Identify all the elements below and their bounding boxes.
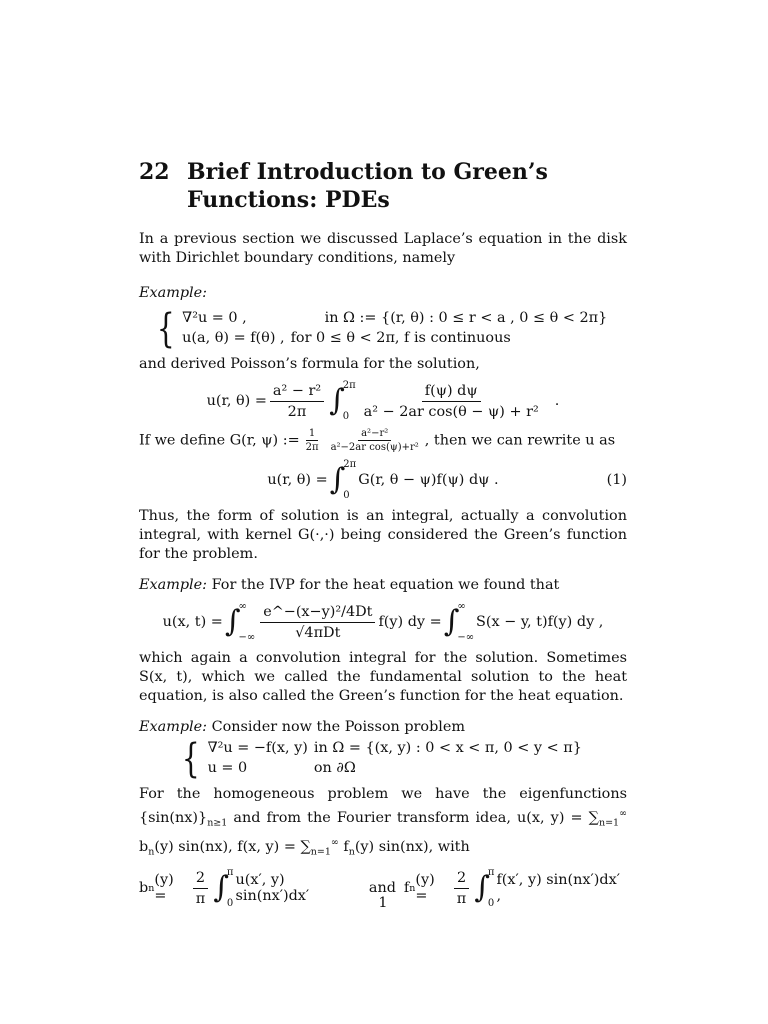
integral-upper: ∞ xyxy=(238,601,247,612)
heat-kernel-num: e^−(x−y)²/4Dt xyxy=(260,603,375,623)
integral-sign: ∫ π 0 xyxy=(474,867,495,910)
integral-sign: ∫ π 0 xyxy=(213,867,234,910)
define-frac-a xyxy=(303,428,322,453)
homog-1: For the homogeneous problem we have the eigenfunctions {sin(nx)} xyxy=(139,786,627,826)
integral-lower: 0 xyxy=(343,490,350,501)
poisson-system xyxy=(139,736,627,782)
heat-equation-solution xyxy=(139,601,627,643)
poisson-row1-rhs: in Ω = {(x, y) : 0 < x < π, 0 < y < π} xyxy=(313,740,582,756)
b-integrand: u(x′, y) sin(nx′)dx′ xyxy=(235,872,310,905)
poisson-kernel xyxy=(361,382,542,421)
example-label-1: Example: xyxy=(139,285,208,301)
document-page xyxy=(139,150,627,1010)
poisson-intro: Consider now the Poisson problem xyxy=(211,719,466,735)
integral-sign: ∫ 2π 0 xyxy=(329,380,356,422)
integral-lower: −∞ xyxy=(238,632,256,643)
sum-upper-1: ∞ xyxy=(619,808,627,819)
heat-intro: For the IVP for the heat equation we found that xyxy=(211,577,560,593)
integral-sign: ∫ ∞ −∞ xyxy=(443,601,475,643)
example-label-3: Example: xyxy=(139,719,208,735)
homogeneous-paragraph xyxy=(139,785,627,861)
heat-paragraph xyxy=(139,576,627,595)
pi-den: π xyxy=(456,890,467,907)
poisson-row2-rhs: on ∂Ω xyxy=(313,760,356,776)
b-lhs: b xyxy=(139,880,149,897)
sum-lower-2: n=1 xyxy=(310,846,331,858)
poisson-row2-lhs: u = 0 xyxy=(207,760,248,776)
and-word: and xyxy=(368,880,396,897)
heat-after-paragraph: which again a convolution integral for the solution. Sometimes S(x, t), which we called the fundamental solution to the heat equation, is also called the Green’s function for the heat equation. xyxy=(139,650,627,704)
poisson-kernel-den: a² − 2ar cos(θ − ψ) + r² xyxy=(363,403,539,420)
two-num: 2 xyxy=(454,869,469,889)
section-title: Brief Introduction to Green’s Functions: PDEs xyxy=(187,159,548,213)
define-paragraph xyxy=(139,428,627,453)
heat-mid: f(y) dy = xyxy=(378,614,442,630)
integral-upper: 2π xyxy=(343,459,357,470)
define-frac-a-den: 2π xyxy=(305,442,319,453)
eq1-integrand: G(r, θ − ψ)f(ψ) dψ . xyxy=(358,472,499,488)
f-lhs: f xyxy=(403,880,410,897)
laplace-row2-lhs: u(a, θ) = f(θ) , xyxy=(182,330,285,346)
integral-lower: 0 xyxy=(487,898,495,910)
section-number: 22 xyxy=(139,159,170,185)
heat-kernel xyxy=(260,603,375,642)
sum-lower-1: n=1 xyxy=(598,817,620,829)
poisson-formula-lhs: u(r, θ) = xyxy=(206,393,267,409)
homog-6: (y) sin(nx), with xyxy=(354,838,470,855)
poisson-paragraph xyxy=(139,718,627,737)
eq1-lhs: u(r, θ) = xyxy=(267,472,328,488)
define-post: , then we can rewrite u as xyxy=(424,432,616,449)
pi-den: π xyxy=(195,890,206,907)
two-num: 2 xyxy=(193,869,208,889)
define-frac-b-num: a²−r² xyxy=(358,428,391,441)
sub-n-2: n xyxy=(348,846,355,858)
integral-lower: −∞ xyxy=(457,632,475,643)
poisson-kernel-num: f(ψ) dψ xyxy=(422,382,481,402)
sub-n-1: n xyxy=(148,846,155,858)
equation-1 xyxy=(139,459,627,501)
integral-sign: ∫ 2π 0 xyxy=(329,459,357,501)
homog-4: (y) sin(nx), f(x, y) = ∑ xyxy=(154,838,311,855)
heat-rhs: S(x − y, t)f(y) dy , xyxy=(476,614,604,630)
section-heading xyxy=(139,158,627,214)
convolution-paragraph: Thus, the form of solution is an integral, actually a convolution integral, with kernel G(·,·) being considered the Green’s function for the problem. xyxy=(139,508,627,562)
laplace-row1-lhs: ∇²u = 0 , xyxy=(182,310,247,326)
f-integrand: f(x′, y) sin(nx′)dx′ , xyxy=(496,872,621,905)
f-sub: n xyxy=(409,882,416,894)
integral-lower: 0 xyxy=(226,898,234,910)
define-lhs: G(r, ψ) := xyxy=(229,432,300,449)
b-arg: (y) = xyxy=(154,872,174,905)
sub-n-ge-1: n≥1 xyxy=(207,817,228,829)
poisson-row1-lhs: ∇²u = −f(x, y) xyxy=(207,740,308,756)
homog-2: and from the Fourier transform idea, u(x, y) = ∑ xyxy=(227,809,599,826)
brace-symbol: { xyxy=(156,306,175,352)
integral-upper: π xyxy=(487,867,495,879)
poisson-factor-num: a² − r² xyxy=(270,382,324,402)
equation-number: (1) xyxy=(606,472,627,488)
define-frac-b-den: a²−2ar cos(ψ)+r² xyxy=(330,442,419,453)
b-sub: n xyxy=(148,882,155,894)
integral-lower: 0 xyxy=(342,411,350,422)
define-pre: If we define xyxy=(139,432,226,449)
laplace-system xyxy=(139,306,627,352)
integral-upper: ∞ xyxy=(457,601,466,612)
example-label-2: Example: xyxy=(139,577,208,593)
heat-kernel-den: √4πDt xyxy=(295,624,341,641)
integral-sign: ∫ ∞ −∞ xyxy=(224,601,256,643)
intro-paragraph: In a previous section we discussed Laplace’s equation in the disk with Dirichlet boundary conditions, namely xyxy=(139,231,627,266)
poisson-factor-den: 2π xyxy=(287,403,307,420)
poisson-formula-end: . xyxy=(554,393,560,409)
poisson-factor xyxy=(270,382,324,421)
integral-upper: 2π xyxy=(342,380,356,391)
laplace-row1-rhs: in Ω := {(r, θ) : 0 ≤ r < a , 0 ≤ θ < 2π} xyxy=(324,310,608,326)
homog-5: f xyxy=(338,838,349,855)
laplace-row2-rhs: for 0 ≤ θ < 2π, f is continuous xyxy=(290,330,511,346)
define-frac-a-num: 1 xyxy=(306,428,318,441)
define-frac-b xyxy=(328,428,422,453)
brace-symbol: { xyxy=(181,736,200,782)
homog-3: b xyxy=(139,838,149,855)
f-arg: (y) = xyxy=(415,872,435,905)
derived-paragraph: and derived Poisson’s formula for the solution, xyxy=(139,356,480,372)
sum-upper-2: ∞ xyxy=(330,836,339,848)
integral-upper: π xyxy=(226,867,234,879)
heat-lhs: u(x, t) = xyxy=(162,614,223,630)
poisson-formula xyxy=(139,380,627,422)
page-number: 1 xyxy=(378,895,388,911)
